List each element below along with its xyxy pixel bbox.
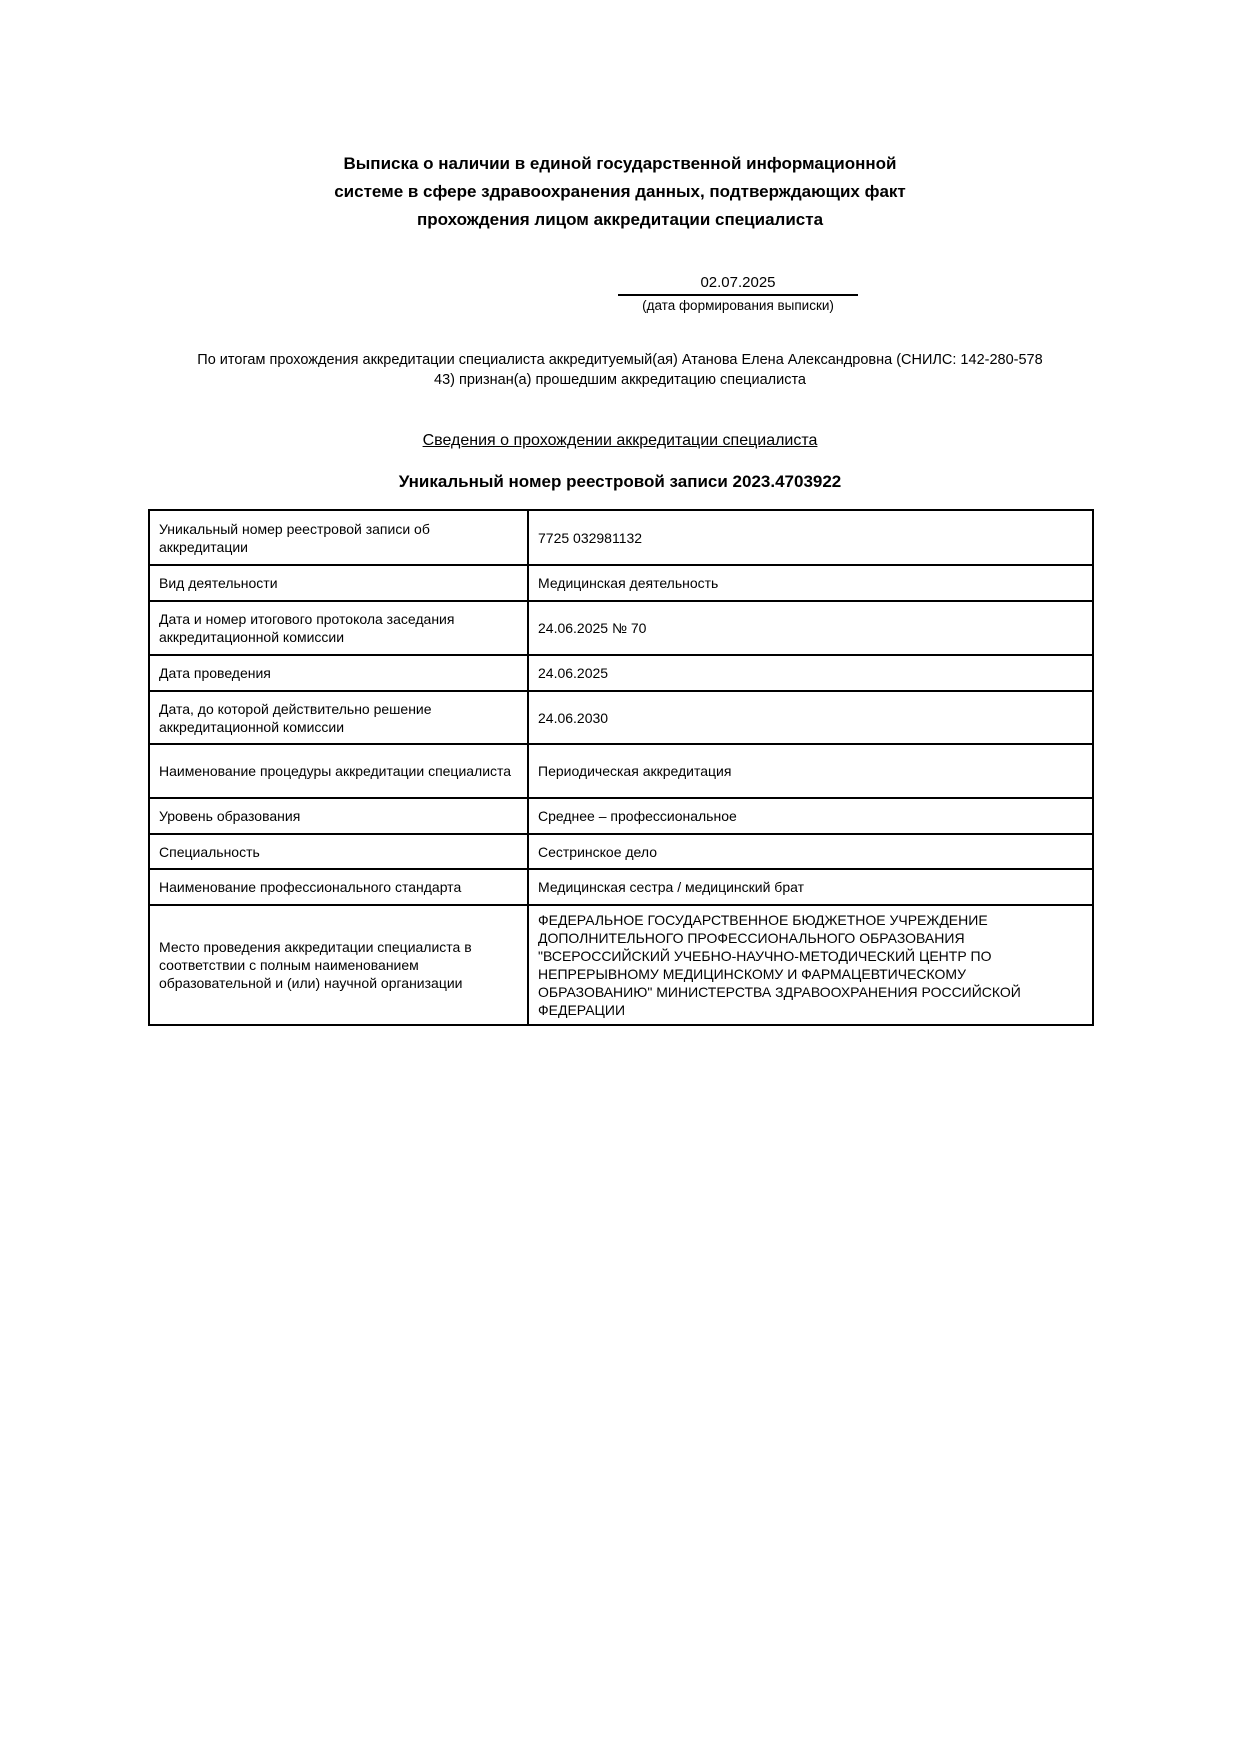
table-row-accreditation-place <box>149 905 1093 1025</box>
row-label: Уровень образования <box>149 798 528 834</box>
table-row-valid-until <box>149 691 1093 744</box>
issue-date: 02.07.2025 <box>618 274 858 296</box>
accreditation-table <box>148 509 1094 1026</box>
row-label: Специальность <box>149 834 528 869</box>
table-row-professional-standard <box>149 869 1093 905</box>
intro-paragraph <box>148 350 1092 390</box>
row-value: Среднее – профессиональное <box>528 798 1093 834</box>
row-label: Дата, до которой действительно решение аккредитационной комиссии <box>149 691 528 744</box>
row-value: Сестринское дело <box>528 834 1093 869</box>
row-label: Дата проведения <box>149 655 528 691</box>
intro-line-2: 43) признан(а) прошедшим аккредитацию специалиста <box>434 372 806 388</box>
table-row-procedure-name <box>149 744 1093 798</box>
row-label: Дата и номер итогового протокола заседания аккредитационной комиссии <box>149 601 528 655</box>
registry-number-heading: Уникальный номер реестровой записи 2023.4703922 <box>398 472 842 491</box>
document-title-line-3: прохождения лицом аккредитации специалиста <box>416 210 824 229</box>
row-label: Уникальный номер реестровой записи об аккредитации <box>149 510 528 565</box>
issue-date-caption: (дата формирования выписки) <box>642 298 834 313</box>
table-row-date-held <box>149 655 1093 691</box>
intro-line-1: По итогам прохождения аккредитации специалиста аккредитуемый(ая) Атанова Елена Александровна (СНИЛС: 142-280-578 <box>197 352 1043 368</box>
document-content <box>148 150 1092 1026</box>
section-heading: Сведения о прохождении аккредитации специалиста <box>422 432 818 449</box>
row-label: Вид деятельности <box>149 565 528 601</box>
row-value: Медицинская деятельность <box>528 565 1093 601</box>
issue-date-block <box>618 274 858 314</box>
row-value: 24.06.2030 <box>528 691 1093 744</box>
row-value: Медицинская сестра / медицинский брат <box>528 869 1093 905</box>
document-title <box>148 150 1092 234</box>
row-label: Место проведения аккредитации специалиста в соответствии с полным наименованием образовательной и (или) научной организации <box>149 905 528 1025</box>
table-row-specialty <box>149 834 1093 869</box>
row-value: 24.06.2025 <box>528 655 1093 691</box>
row-value: Периодическая аккредитация <box>528 744 1093 798</box>
row-label: Наименование профессионального стандарта <box>149 869 528 905</box>
table-row-registry-number <box>149 510 1093 565</box>
row-value: ФЕДЕРАЛЬНОЕ ГОСУДАРСТВЕННОЕ БЮДЖЕТНОЕ УЧРЕЖДЕНИЕ ДОПОЛНИТЕЛЬНОГО ПРОФЕССИОНАЛЬНОГО ОБРАЗОВАНИЯ "ВСЕРОССИЙСКИЙ УЧЕБНО-НАУЧНО-МЕТОДИЧЕСКИЙ ЦЕНТР ПО НЕПРЕРЫВНОМУ МЕДИЦИНСКОМУ И ФАРМАЦЕВТИЧЕСКОМУ ОБРАЗОВАНИЮ" МИНИСТЕРСТВА ЗДРАВООХРАНЕНИЯ РОССИЙСКОЙ ФЕДЕРАЦИИ <box>528 905 1093 1025</box>
table-row-protocol <box>149 601 1093 655</box>
document-title-line-2: системе в сфере здравоохранения данных, подтверждающих факт <box>334 182 906 201</box>
table-row-education-level <box>149 798 1093 834</box>
table-row-activity-type <box>149 565 1093 601</box>
row-label: Наименование процедуры аккредитации специалиста <box>149 744 528 798</box>
document-title-line-1: Выписка о наличии в единой государственной информационной <box>343 154 897 173</box>
row-value: 7725 032981132 <box>528 510 1093 565</box>
row-value: 24.06.2025 № 70 <box>528 601 1093 655</box>
